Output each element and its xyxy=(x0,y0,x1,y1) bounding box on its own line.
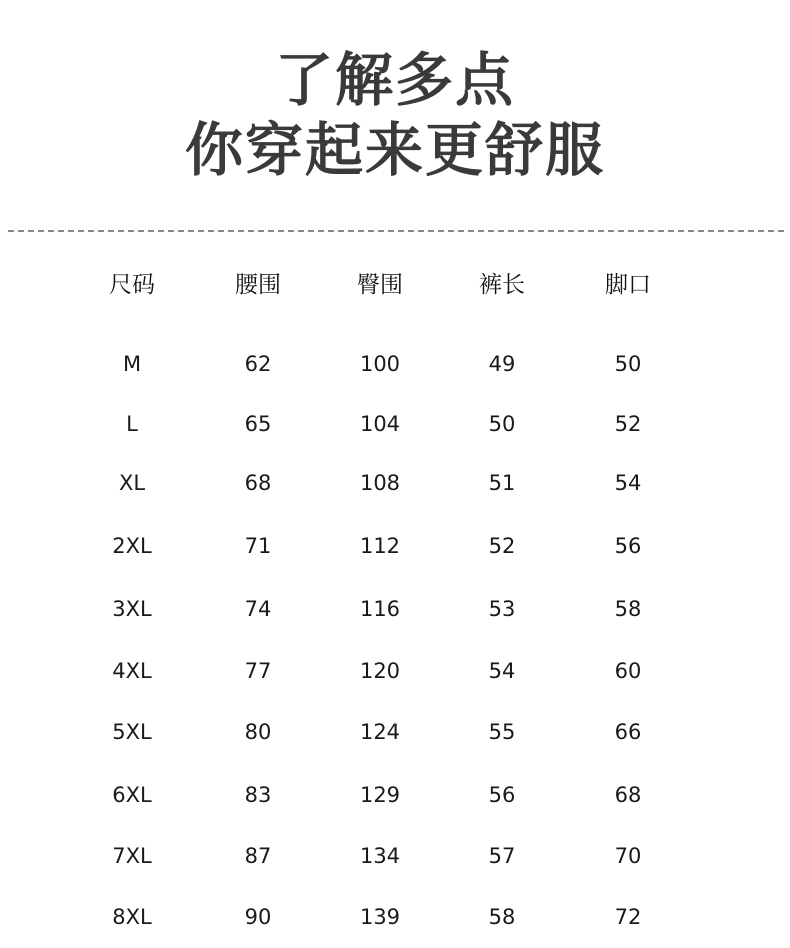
cell-hem: 70 xyxy=(614,844,642,868)
cell-size: 4XL xyxy=(112,659,152,683)
cell-size: 2XL xyxy=(112,534,152,558)
cell-size: 5XL xyxy=(112,720,152,744)
cell-length: 51 xyxy=(488,471,516,495)
cell-waist: 71 xyxy=(244,534,272,558)
cell-length: 50 xyxy=(488,412,516,436)
cell-size: 8XL xyxy=(112,905,152,929)
cell-hem: 58 xyxy=(614,597,642,621)
cell-length: 54 xyxy=(488,659,516,683)
cell-length: 53 xyxy=(488,597,516,621)
cell-size: 6XL xyxy=(112,783,152,807)
cell-hem: 60 xyxy=(614,659,642,683)
cell-hip: 116 xyxy=(359,597,401,621)
cell-waist: 74 xyxy=(244,597,272,621)
header-hip: 臀围 xyxy=(357,272,403,298)
cell-size: L xyxy=(126,412,138,436)
cell-length: 58 xyxy=(488,905,516,929)
cell-hip: 129 xyxy=(359,783,401,807)
cell-hip: 120 xyxy=(359,659,401,683)
cell-hem: 68 xyxy=(614,783,642,807)
cell-length: 57 xyxy=(488,844,516,868)
cell-length: 49 xyxy=(488,352,516,376)
cell-length: 56 xyxy=(488,783,516,807)
heading-line-1: 了解多点 xyxy=(274,46,515,114)
cell-length: 52 xyxy=(488,534,516,558)
cell-waist: 62 xyxy=(244,352,272,376)
cell-waist: 80 xyxy=(244,720,272,744)
cell-size: M xyxy=(122,352,142,376)
cell-hem: 72 xyxy=(614,905,642,929)
cell-waist: 77 xyxy=(244,659,272,683)
cell-hip: 100 xyxy=(359,352,401,376)
cell-waist: 90 xyxy=(244,905,272,929)
header-length: 裤长 xyxy=(479,272,525,298)
header-hem: 脚口 xyxy=(605,272,651,298)
cell-hem: 66 xyxy=(614,720,642,744)
cell-hip: 124 xyxy=(359,720,401,744)
cell-hip: 112 xyxy=(359,534,401,558)
cell-waist: 83 xyxy=(244,783,272,807)
header-waist: 腰围 xyxy=(235,272,281,298)
cell-waist: 68 xyxy=(244,471,272,495)
cell-hem: 52 xyxy=(614,412,642,436)
heading-line-2: 你穿起来更舒服 xyxy=(184,116,605,184)
cell-hip: 108 xyxy=(359,471,401,495)
cell-hip: 134 xyxy=(359,844,401,868)
cell-hem: 56 xyxy=(614,534,642,558)
cell-length: 55 xyxy=(488,720,516,744)
cell-size: 3XL xyxy=(112,597,152,621)
cell-waist: 65 xyxy=(244,412,272,436)
cell-size: 7XL xyxy=(112,844,152,868)
cell-waist: 87 xyxy=(244,844,272,868)
cell-hip: 104 xyxy=(359,412,401,436)
cell-hem: 54 xyxy=(614,471,642,495)
header-size: 尺码 xyxy=(109,272,155,298)
cell-size: XL xyxy=(118,471,146,495)
cell-hip: 139 xyxy=(359,905,401,929)
cell-hem: 50 xyxy=(614,352,642,376)
